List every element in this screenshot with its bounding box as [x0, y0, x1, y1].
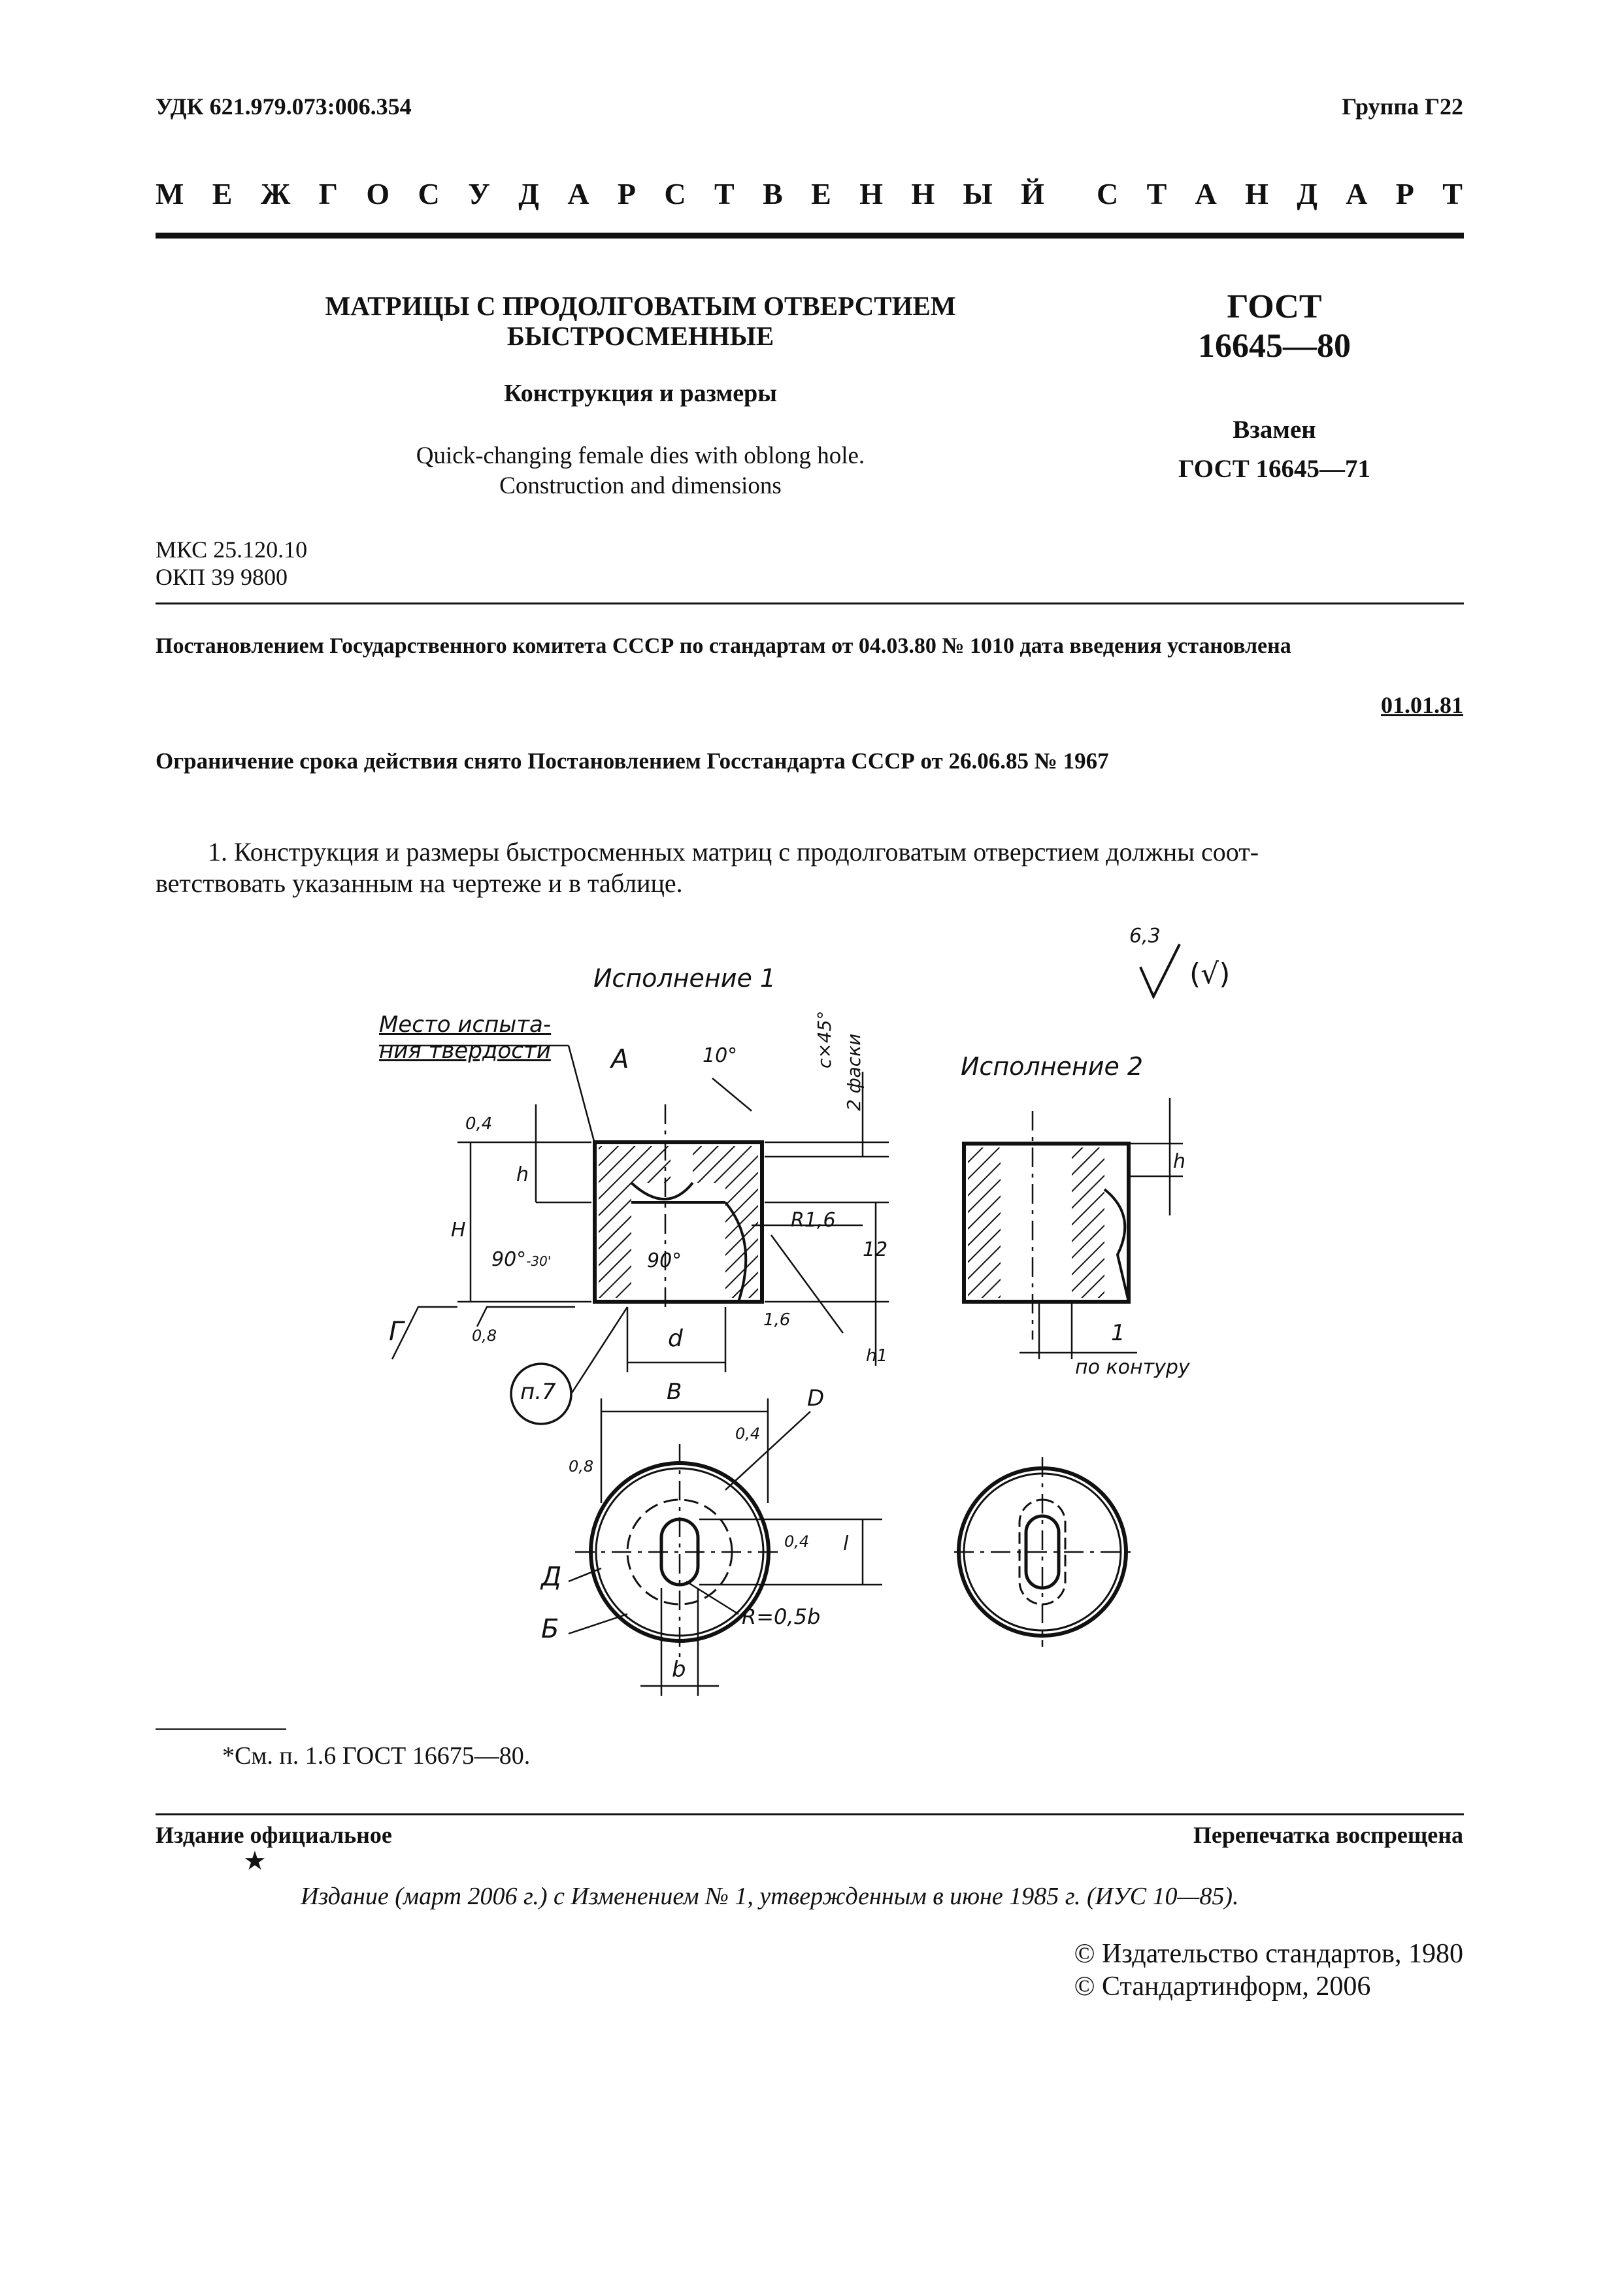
udk-code: УДК 621.979.073:006.354 [156, 93, 412, 120]
title-line1: МАТРИЦЫ С ПРОДОЛГОВАТЫМ ОТВЕРСТИЕМ [325, 291, 956, 321]
paragraph-1-line2: ветствовать указанным на чертеже и в таблице. [156, 868, 683, 898]
radius-R05b-label: R=0,5b [742, 1604, 821, 1629]
banner-letter: С [1097, 177, 1119, 210]
star-icon: ★ [243, 1846, 267, 1876]
banner-letter: Ж [260, 177, 291, 210]
banner-letter: Г [318, 177, 338, 210]
view-A-label: А [611, 1044, 629, 1074]
clause-7-callout: п.7 [520, 1379, 556, 1405]
variant2-one-label: 1 [1111, 1320, 1125, 1346]
edition-note: Издание (март 2006 г.) с Изменением № 1, утвержденным в июне 1985 г. (ИУС 10—85). [301, 1883, 1239, 1910]
english-line1: Quick-changing female dies with oblong hole. [416, 442, 865, 469]
dim-12-label: 12 [863, 1238, 888, 1261]
banner-letter: Р [1395, 177, 1414, 210]
surface-B-label: Б [541, 1614, 559, 1644]
mks-code: МКС 25.120.10 [156, 537, 308, 563]
replaces-number: ГОСТ 16645—71 [1178, 455, 1371, 483]
angle-90-tol-value: 90° [491, 1248, 527, 1271]
banner-letter: Т [1442, 177, 1463, 210]
banner-letter: Н [911, 177, 935, 210]
variant2-dim-h-label: h [1173, 1150, 1186, 1173]
roughness-04-label: 0,4 [465, 1114, 493, 1134]
banner-letter: У [468, 177, 490, 210]
okp-code: ОКП 39 9800 [156, 564, 288, 590]
banner-letter: О [366, 177, 390, 210]
banner-letter: А [1346, 177, 1368, 210]
roughness-08-label: 0,8 [472, 1327, 497, 1345]
banner-letter: С [664, 177, 686, 210]
dim-b-label: b [672, 1657, 686, 1683]
roughness-16-label: 1,6 [763, 1310, 791, 1330]
variant1-label: Исполнение 1 [593, 964, 776, 993]
english-line2: Construction and dimensions [499, 472, 782, 499]
banner-letter: Т [714, 177, 735, 210]
replaces-label: Взамен [1233, 416, 1316, 444]
paragraph-1-line1: 1. Конструкция и размеры быстросменных матриц с продолговатым отверстием должны соот- [208, 837, 1259, 867]
decree-date: 01.01.81 [1381, 692, 1463, 718]
banner-letter: Д [518, 177, 539, 210]
decree-text: Постановлением Государственного комитета СССР по стандартам от 04.03.80 № 1010 дата введения установлена [156, 634, 1291, 658]
banner-letter: Е [811, 177, 831, 210]
dim-d-label: d [668, 1325, 683, 1352]
angle-10-label: 10° [703, 1044, 738, 1067]
limitation-text: Ограничение срока действия снято Постановлением Госстандарта СССР от 26.06.85 № 1967 [156, 748, 1109, 774]
reprint-notice: Перепечатка воспрещена [1193, 1822, 1463, 1848]
roughness-mark-icon [1140, 944, 1180, 997]
roughness-value: 6,3 [1129, 925, 1161, 948]
variant1-plan-view [569, 1398, 882, 1696]
roughness-08b-label: 0,8 [569, 1457, 594, 1476]
angle-90-label: 90° [647, 1249, 682, 1272]
surface-D-label: Д [541, 1562, 562, 1592]
dim-H-label: H [451, 1219, 466, 1242]
copyright-block [1074, 1938, 1463, 2003]
roughness-paren: (√) [1189, 957, 1231, 991]
dim-l-label: l [843, 1532, 849, 1555]
contour-label: по контуру [1075, 1356, 1190, 1379]
hardness-line1: Место испыта- [379, 1012, 552, 1038]
banner-letter: Н [1245, 177, 1268, 210]
gost-label: ГОСТ [1227, 288, 1322, 325]
dim-h-label: h [516, 1163, 529, 1186]
copyright-2: © Стандартинформ, 2006 [1074, 1972, 1371, 2002]
banner-letter: В [763, 177, 783, 210]
banner-letter: Т [1146, 177, 1167, 210]
banner-letter: М [156, 177, 184, 210]
banner-letter: Е [212, 177, 233, 210]
dim-B-label: B [667, 1379, 682, 1405]
copyright-1: © Издательство стандартов, 1980 [1074, 1939, 1463, 1969]
banner-letter: Н [859, 177, 883, 210]
angle-90-tol-label [491, 1248, 551, 1271]
banner-letter: А [1195, 177, 1217, 210]
footnote-rule [156, 1728, 286, 1730]
variant2-section-view [964, 1098, 1186, 1359]
base-G-label: Г [389, 1317, 404, 1347]
variant2-plan-view [954, 1457, 1131, 1647]
title-line2: БЫСТРОСМЕННЫЕ [506, 321, 774, 351]
group-code: Группа Г22 [1342, 93, 1463, 120]
angle-90-tol: -30' [526, 1253, 552, 1269]
banner-letter: С [418, 177, 440, 210]
banner-letter: А [567, 177, 589, 210]
gost-number: 16645—80 [1198, 327, 1351, 365]
variant2-label: Исполнение 2 [961, 1052, 1144, 1081]
banner-letter: Д [1297, 177, 1317, 210]
banner-letter: Р [617, 177, 637, 210]
footer-rule [156, 1813, 1464, 1815]
roughness-04b-label: 0,4 [735, 1425, 761, 1443]
banner-letter: Ы [963, 177, 993, 210]
subtitle: Конструкция и размеры [504, 380, 777, 407]
banner-letter: Й [1021, 177, 1044, 210]
radius-R16-label: R1,6 [791, 1209, 836, 1232]
chamfer-label: c×45° [814, 1010, 835, 1068]
dim-h1-label: h1 [866, 1346, 888, 1366]
chamfer2-label: 2 фаски [843, 1033, 865, 1111]
hardness-line2: ния твердости [379, 1038, 551, 1064]
footnote: *См. п. 1.6 ГОСТ 16675—80. [222, 1742, 531, 1770]
official-edition: Издание официальное [156, 1822, 392, 1848]
hardness-note [379, 1012, 551, 1064]
roughness-04c-label: 0,4 [784, 1532, 810, 1551]
dim-D-label: D [807, 1385, 825, 1412]
